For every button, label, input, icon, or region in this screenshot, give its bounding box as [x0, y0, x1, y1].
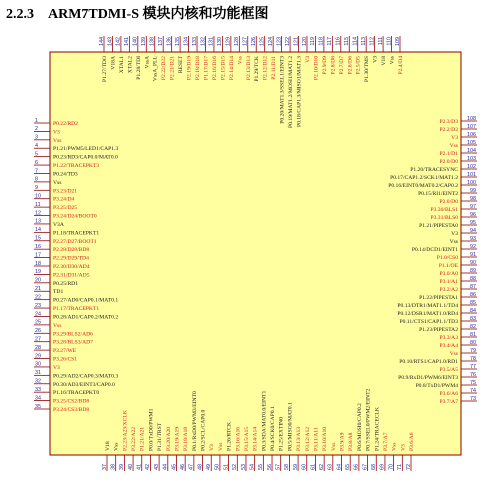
pin-label-57: P1.25/EXTIN0	[278, 416, 285, 451]
pin-number-116: 116	[335, 37, 342, 46]
pin-number-13: 13	[35, 218, 41, 225]
pin-label-123: P0.20/MAT1.3/SSEL1/EINT3	[279, 56, 286, 124]
pin-number-75: 75	[470, 379, 476, 386]
pin-number-42: 42	[145, 464, 152, 470]
pin-number-40: 40	[127, 464, 134, 470]
pin-label-81: P3.3/A3	[439, 335, 458, 341]
pin-number-131: 131	[208, 37, 215, 46]
pin-label-11: P3.25/D25	[53, 205, 78, 212]
pin-label-88: P3.1/A1	[439, 279, 458, 285]
pin-number-118: 118	[318, 37, 325, 46]
pin-label-112: V3	[372, 56, 379, 63]
pin-number-112: 112	[369, 37, 376, 46]
pin-label-60: P3.12/A12	[304, 426, 311, 451]
pin-label-106: V3	[451, 135, 458, 141]
pin-number-43: 43	[153, 464, 160, 470]
pin-label-66: P0.6/MOSI0/CAP0.2	[356, 403, 363, 451]
pin-label-140: P1.28/TDI	[135, 56, 142, 80]
pin-number-121: 121	[293, 37, 300, 46]
pin-label-111: V18	[381, 56, 388, 66]
pin-number-90: 90	[470, 259, 476, 266]
pin-label-63: Vss	[330, 442, 337, 451]
pin-number-66: 66	[353, 464, 360, 470]
pin-number-38: 38	[110, 464, 117, 470]
pin-number-58: 58	[284, 464, 291, 470]
pin-number-84: 84	[470, 307, 476, 314]
pin-label-15: P2.27/D27/BOOT1	[53, 238, 97, 245]
pin-label-126: P1.29/TCK	[254, 56, 261, 82]
pin-number-99: 99	[470, 187, 476, 194]
pin-number-52: 52	[232, 464, 239, 470]
pin-number-125: 125	[259, 37, 266, 46]
pin-number-87: 87	[470, 283, 476, 290]
pin-label-45: P3.19/A19	[174, 426, 181, 451]
pin-number-48: 48	[197, 464, 204, 470]
pin-number-41: 41	[136, 464, 143, 470]
pin-label-109: P2.4/D4	[398, 56, 404, 75]
pin-number-54: 54	[249, 464, 256, 470]
pin-label-82: P1.23/PIPESTA2	[419, 327, 458, 333]
pin-label-97: P3.30/BLS1	[430, 207, 458, 213]
pin-number-76: 76	[470, 371, 476, 378]
pin-label-5: P0.23/RD3/CAP0.0/MAT0.0	[53, 154, 118, 161]
pin-number-95: 95	[470, 219, 476, 226]
pin-label-115: P2.6/D6	[347, 56, 354, 75]
pin-number-9: 9	[35, 185, 38, 192]
pin-label-56: P0.4/SCK0/CAP0.1	[270, 406, 277, 451]
pin-number-6: 6	[35, 159, 38, 166]
pin-label-116: P2.7/D7	[338, 56, 345, 75]
pin-number-28: 28	[35, 344, 41, 351]
pin-label-31: P0.29/AD2/CAP0.3/MAT0.3	[53, 373, 119, 380]
pin-label-9: P3.23/D21	[53, 188, 78, 195]
pin-label-55: P0.3/SDA/MAT0.0/EINT1	[261, 390, 268, 451]
pin-number-117: 117	[327, 37, 334, 46]
pin-number-33: 33	[35, 386, 41, 393]
pin-number-82: 82	[470, 323, 476, 330]
pin-number-8: 8	[35, 176, 38, 183]
pin-number-67: 67	[362, 464, 369, 470]
pin-label-105: Vss	[449, 143, 458, 149]
pin-label-12: P3.24/D24/BOOT0	[53, 213, 97, 220]
pin-label-127: P2.13/D13	[245, 56, 252, 81]
pin-number-141: 141	[124, 37, 131, 46]
pin-label-114: P2.5/D5	[355, 56, 362, 75]
pin-number-45: 45	[171, 464, 178, 470]
pin-label-83: P0.11/CTS1/CAP1.1/TD3	[399, 319, 458, 325]
pin-label-128: Vss	[237, 56, 244, 65]
pin-number-7: 7	[35, 168, 38, 175]
pin-number-108: 108	[467, 115, 476, 122]
pin-number-23: 23	[35, 302, 41, 309]
pin-label-80: P3.4/A4	[439, 343, 458, 349]
pin-label-130: P2.15/D15	[220, 56, 227, 81]
pin-number-105: 105	[467, 139, 476, 146]
pin-number-119: 119	[310, 37, 317, 46]
pin-number-46: 46	[179, 464, 186, 470]
pin-label-20: P0.25/RD1	[53, 280, 79, 287]
pin-number-107: 107	[467, 123, 476, 130]
pin-label-136: P2.21/D21	[169, 56, 176, 81]
pin-label-64: P3.9/A9	[339, 432, 346, 451]
pin-label-22: P0.27/AD0/CAP0.1/MAT0.1	[53, 297, 119, 304]
pin-label-27: P3.28/BLS3/AD7	[53, 339, 93, 346]
pin-label-23: P1.17/TRACEPKT1	[53, 306, 100, 313]
pin-number-62: 62	[318, 464, 325, 470]
pin-number-127: 127	[242, 37, 249, 46]
pin-label-26: P3.29/BLS2/AD6	[53, 331, 93, 338]
pin-number-101: 101	[467, 171, 476, 178]
pin-number-31: 31	[35, 370, 41, 377]
pin-label-53: P3.15/A15	[243, 426, 250, 451]
pin-label-134: P2.19/D19	[186, 56, 193, 81]
pin-label-49: V3	[209, 444, 216, 451]
pin-label-32: P0.30/AD3/EINT3/CAP0.0	[53, 381, 115, 388]
pin-number-68: 68	[371, 464, 378, 470]
pin-label-46: P3.18/A18	[183, 426, 190, 451]
pin-label-24: P0.28/AD1/CAP0.2/MAT0.2	[53, 314, 119, 321]
pin-label-119: P2.10/D10	[313, 56, 320, 81]
pin-number-139: 139	[141, 37, 148, 46]
pin-number-126: 126	[251, 37, 258, 46]
pin-number-89: 89	[470, 267, 476, 274]
pin-label-68: P1.24/TRACECLK	[374, 407, 381, 451]
pin-label-133: P2.18/D18	[195, 56, 202, 81]
pin-label-92: P0.14/DCD1/EINT1	[411, 247, 458, 253]
pin-number-25: 25	[35, 319, 41, 326]
pin-number-136: 136	[166, 37, 173, 46]
pin-number-57: 57	[275, 464, 282, 470]
pin-number-120: 120	[301, 37, 308, 46]
pin-label-95: P1.21/PIPESTA0	[419, 223, 458, 229]
pin-label-139: VssA	[144, 56, 151, 69]
pin-number-12: 12	[35, 210, 41, 217]
pin-label-104: P2.1/D1	[439, 151, 458, 157]
pin-number-30: 30	[35, 361, 41, 368]
pin-label-44: P3.20/A20	[165, 426, 172, 451]
pin-label-47: P0.1/RxD0/PWM3/EINT0	[191, 391, 198, 451]
pin-label-37: V18	[105, 441, 111, 451]
pin-number-80: 80	[470, 339, 476, 346]
pin-number-104: 104	[467, 147, 476, 154]
pin-label-65: P3.8/A8	[348, 432, 355, 451]
pin-label-98: P2.0/D0	[439, 199, 458, 205]
pin-number-86: 86	[470, 291, 476, 298]
pin-label-34: P3.25/CS2/BD8	[53, 398, 90, 405]
pin-number-47: 47	[188, 464, 195, 470]
pin-number-73: 73	[470, 395, 476, 402]
pin-number-72: 72	[405, 464, 412, 470]
pin-label-89: P3.0/A0	[439, 271, 458, 277]
pin-label-93: Vss	[449, 239, 458, 245]
pin-number-92: 92	[470, 243, 476, 250]
pin-number-70: 70	[388, 464, 395, 470]
pin-label-122: P0.19/MAT1.2/MOSI1/MAT1.2	[288, 56, 295, 128]
pin-number-53: 53	[240, 464, 247, 470]
pin-label-91: P1.0/CS0	[436, 255, 458, 261]
pin-label-41: P1.21/A21	[139, 426, 146, 451]
pin-label-120: V3	[304, 56, 311, 63]
pin-number-134: 134	[183, 37, 190, 46]
pin-number-29: 29	[35, 353, 41, 360]
pin-number-130: 130	[217, 37, 224, 46]
pin-label-138: VssA_PLL	[152, 56, 159, 82]
pin-label-21: TD1	[53, 289, 64, 296]
pin-number-71: 71	[397, 464, 404, 470]
pin-label-107: P2.2/D2	[439, 127, 458, 133]
pin-label-61: P3.11/A11	[313, 427, 320, 451]
pin-label-78: P0.10/RTS1/CAP1.0/RD1	[399, 359, 458, 365]
pin-label-50: Vss	[217, 442, 224, 451]
pin-label-10: P3.24/D4	[53, 196, 75, 203]
pin-label-132: P1.17/D17	[203, 56, 210, 81]
pin-label-141: XTAL2	[127, 56, 134, 74]
pin-number-111: 111	[377, 37, 384, 46]
pin-number-3: 3	[35, 134, 38, 141]
pin-label-102: P1.20/TRACESYNC	[410, 167, 458, 173]
pin-number-143: 143	[107, 37, 114, 46]
pin-number-122: 122	[284, 37, 291, 46]
pin-number-5: 5	[35, 151, 38, 158]
pin-number-74: 74	[470, 387, 476, 394]
pin-number-34: 34	[35, 395, 41, 402]
pin-label-90: P1.1/OE	[438, 263, 458, 269]
pin-label-59: P3.13/A13	[296, 426, 303, 451]
pin-number-98: 98	[470, 195, 476, 202]
pin-number-24: 24	[35, 311, 41, 318]
pin-number-137: 137	[158, 37, 164, 46]
pin-number-1: 1	[35, 117, 38, 124]
pin-number-103: 103	[467, 155, 476, 162]
pin-label-25: Vss	[53, 322, 62, 329]
pin-number-96: 96	[470, 211, 476, 218]
pin-label-51: P1.26/RTCK	[226, 421, 233, 451]
pin-label-13: V3A	[53, 221, 64, 228]
pin-number-69: 69	[379, 464, 386, 470]
pin-number-81: 81	[470, 331, 476, 338]
chip-body	[50, 52, 461, 455]
pin-number-123: 123	[276, 37, 283, 46]
pin-number-63: 63	[327, 464, 334, 470]
pin-label-118: P2.9/D9	[321, 56, 328, 75]
pin-number-91: 91	[470, 251, 476, 258]
pin-number-49: 49	[206, 464, 213, 470]
pin-label-96: P3.31/BLS0	[430, 215, 458, 221]
pin-number-59: 59	[292, 464, 299, 470]
pin-number-16: 16	[35, 243, 41, 250]
pin-label-94: V3	[451, 231, 458, 237]
pin-label-4: P1.21/PWM5/LED1/CAP1.3	[53, 146, 119, 153]
pin-label-76: P0.9/RxD1/PWM6/EINT3	[398, 375, 458, 381]
pin-label-124: P2.11/D11	[271, 56, 278, 80]
pin-number-21: 21	[35, 286, 41, 293]
pin-number-61: 61	[310, 464, 317, 470]
pin-number-56: 56	[266, 464, 273, 470]
section-number: 2.2.3	[6, 7, 34, 22]
pin-number-115: 115	[344, 37, 351, 46]
pin-number-114: 114	[352, 37, 359, 46]
pin-label-142: XTAL1	[118, 55, 125, 74]
pin-number-19: 19	[35, 269, 41, 276]
pin-label-87: P3.2/A2	[439, 287, 458, 293]
pin-number-128: 128	[234, 37, 241, 46]
pin-number-144: 144	[98, 37, 105, 46]
pin-number-44: 44	[162, 464, 169, 470]
pin-label-137: P2.22/D22	[161, 56, 168, 81]
pin-number-85: 85	[470, 299, 476, 306]
pin-number-135: 135	[174, 37, 181, 46]
pin-number-32: 32	[35, 378, 41, 385]
pin-number-11: 11	[35, 201, 41, 208]
pin-number-65: 65	[345, 464, 351, 470]
pin-number-94: 94	[470, 227, 476, 234]
pin-label-77: P3.5/A5	[439, 367, 458, 373]
pin-number-100: 100	[467, 179, 476, 186]
pin-label-101: P0.17/CAP1.2/SCK1/MAT1.2	[390, 175, 458, 181]
pin-label-29: P3.26/CS1	[53, 356, 78, 363]
pin-label-16: P2.28/D28/BD8	[53, 247, 90, 254]
pin-number-20: 20	[35, 277, 41, 284]
pin-label-19: P2.31/D31/AD5	[53, 272, 90, 279]
pin-label-135: RESET	[178, 56, 185, 74]
pin-label-67: P0.7/SSEL0/PWM2/EINT2	[365, 388, 372, 451]
pin-label-6: P1.22/TRACEPKT3	[53, 163, 100, 170]
pin-label-110: Vss	[389, 56, 396, 65]
pin-label-18: P2.30/D30/AD4	[53, 264, 90, 270]
pin-number-10: 10	[35, 193, 41, 200]
pin-number-2: 2	[35, 126, 38, 133]
pin-label-43: P1.31/TRST	[157, 422, 164, 451]
pin-label-100: P0.16/EINT0/MAT0.2/CAP0.2	[388, 183, 458, 189]
pin-label-86: P1.22/PIPESTA1	[419, 295, 458, 301]
pin-label-33: P1.16/TRACEPKT0	[53, 390, 100, 397]
pin-number-102: 102	[467, 163, 476, 170]
pin-number-88: 88	[470, 275, 476, 282]
pin-label-48: P0.2/SCL/CAP0.0	[200, 409, 207, 451]
pin-label-58: P0.5/MISO0/MAT0.1	[287, 402, 294, 451]
pin-number-27: 27	[35, 336, 41, 343]
pin-number-140: 140	[132, 37, 139, 46]
pin-number-37: 37	[101, 464, 108, 470]
pin-label-8: Vss	[53, 179, 62, 186]
pin-number-55: 55	[258, 464, 265, 470]
pin-number-97: 97	[470, 203, 476, 210]
pin-number-22: 22	[35, 294, 41, 301]
pin-label-113: P1.30/TMS	[364, 56, 371, 82]
pin-number-142: 142	[115, 37, 122, 47]
pin-number-109: 109	[394, 37, 401, 46]
pin-label-144: P1.27/TDO	[102, 56, 108, 82]
pin-label-28: P3.27/WE	[53, 348, 77, 355]
pin-label-1: P0.22/RD2	[53, 121, 79, 127]
pin-label-17: P2.29/D29/TD4	[53, 255, 89, 262]
pin-label-143: V18A	[110, 56, 117, 70]
pin-label-30: V3	[53, 364, 60, 371]
pin-number-129: 129	[225, 37, 232, 46]
pin-number-113: 113	[360, 37, 367, 46]
pin-label-125: P2.12/D12	[262, 56, 269, 81]
pin-label-99: P0.15/RI1/EINT2	[418, 191, 458, 197]
pin-label-42: P0.0/TxD0/PWM1	[148, 408, 155, 451]
pin-label-84: P0.12/DSR1/MAT1.0/RD4	[397, 311, 458, 317]
pin-number-106: 106	[467, 131, 476, 138]
pin-number-35: 35	[35, 403, 41, 410]
pin-number-51: 51	[223, 464, 230, 470]
pin-label-73: P3.7/A7	[439, 399, 458, 405]
pin-label-54: P3.14/A14	[252, 426, 259, 451]
pin-number-18: 18	[35, 260, 41, 267]
pin-number-138: 138	[149, 37, 156, 46]
pin-number-124: 124	[267, 37, 274, 46]
pin-label-117: P2.8/D8	[330, 56, 337, 75]
pin-number-133: 133	[191, 37, 198, 46]
pin-label-79: Vss	[449, 351, 458, 357]
pin-number-132: 132	[200, 37, 207, 46]
pin-number-26: 26	[35, 328, 41, 335]
pin-label-71: V3	[400, 444, 407, 451]
pin-label-129: P2.14/D14	[228, 56, 235, 81]
pin-number-78: 78	[470, 355, 476, 362]
pin-number-60: 60	[301, 464, 308, 470]
pin-label-70: Vss	[391, 442, 398, 451]
pin-number-17: 17	[35, 252, 41, 259]
pin-label-38: Vss	[113, 442, 120, 451]
pin-label-52: P3.16/A16	[235, 426, 242, 451]
pin-number-79: 79	[470, 347, 476, 354]
pin-label-14: P1.18/TRACEPKT1	[53, 230, 100, 237]
pin-label-40: P3.22/A22	[131, 426, 138, 451]
pin-label-85: P0.13/DTR1/MAT1.1/TD4	[397, 303, 458, 309]
pin-number-110: 110	[386, 37, 393, 46]
pin-number-15: 15	[35, 235, 41, 242]
pin-number-39: 39	[119, 464, 126, 470]
pin-number-14: 14	[35, 227, 41, 234]
pin-label-121: P0.18/CAP1.3/MISO1/MAT1.3	[296, 56, 303, 128]
pin-label-62: P3.10/A10	[322, 426, 329, 451]
pin-label-131: P2.16/D16	[211, 56, 218, 81]
pin-label-74: P3.6/A6	[439, 391, 458, 397]
pin-number-64: 64	[336, 464, 343, 470]
pin-label-103: P2.0/D0	[439, 159, 458, 165]
pin-label-3: Vss	[53, 137, 62, 144]
pin-number-77: 77	[470, 363, 476, 370]
pin-label-2: V3	[53, 129, 60, 136]
section-title: ARM7TDMI-S 模块内核和功能框图	[48, 7, 269, 22]
pin-number-93: 93	[470, 235, 476, 242]
pin-label-75: P0.8/TxD1/PWM4	[415, 383, 458, 389]
pin-label-72: P3.6/A6	[409, 432, 415, 451]
pin-number-83: 83	[470, 315, 476, 322]
pin-label-7: P0.24/TD3	[53, 171, 78, 178]
pin-number-50: 50	[214, 464, 221, 470]
pin-label-69: P3.7/A7	[382, 432, 389, 451]
pin-label-108: P2.3/D3	[439, 119, 458, 125]
pin-label-35: P3.24/CS3/BD8	[53, 407, 90, 413]
pin-label-39: P2.23/A23/XCLK	[122, 410, 129, 451]
pin-number-4: 4	[35, 143, 38, 150]
